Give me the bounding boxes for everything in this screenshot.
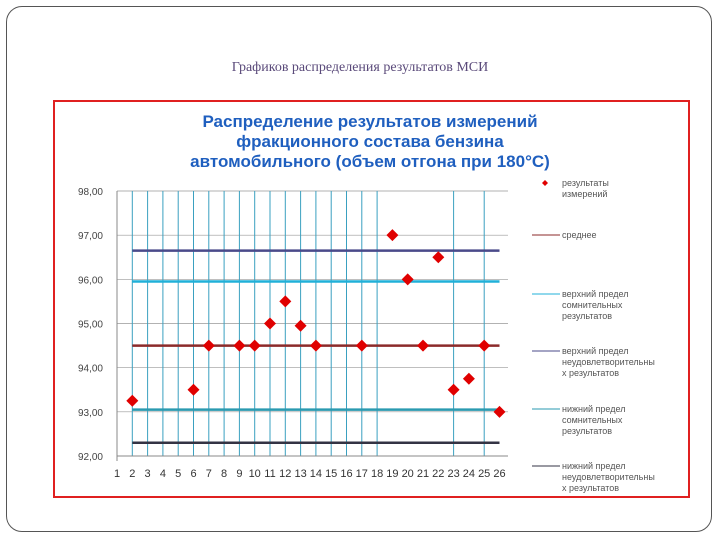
data-point	[402, 273, 414, 285]
legend-label: верхний предел	[562, 346, 629, 356]
data-point	[310, 340, 322, 352]
y-tick-label: 95,00	[77, 319, 103, 331]
x-tick-label: 7	[205, 468, 212, 480]
legend-label: х результатов	[562, 368, 620, 378]
legend-label: измерений	[562, 189, 608, 199]
legend-label: нижний предел	[562, 404, 626, 414]
legend-label: неудовлетворительны	[562, 472, 655, 482]
data-point	[448, 384, 460, 396]
data-point	[126, 395, 138, 407]
legend-label: неудовлетворительны	[562, 357, 655, 367]
x-tick-label: 2	[129, 468, 136, 480]
x-tick-label: 1	[113, 468, 121, 480]
x-tick-label: 19	[386, 468, 399, 480]
x-tick-label: 13	[294, 468, 307, 480]
legend-label: х результатов	[562, 483, 620, 493]
x-tick-label: 8	[221, 468, 228, 480]
y-tick-label: 92,00	[77, 452, 103, 463]
x-tick-label: 4	[159, 468, 166, 480]
x-tick-label: 21	[416, 468, 430, 480]
legend-label: сомнительных	[562, 300, 623, 310]
x-tick-label: 6	[190, 468, 197, 480]
x-tick-label: 10	[248, 468, 261, 480]
y-tick-label: 93,00	[77, 407, 103, 419]
legend-label: результатов	[562, 426, 613, 436]
chart-title-line: фракционного состава бензина	[236, 132, 504, 151]
data-point	[203, 340, 215, 352]
legend-label: среднее	[562, 230, 597, 240]
y-tick-label: 97,00	[77, 231, 103, 243]
x-tick-label: 11	[264, 468, 276, 480]
data-point	[386, 229, 398, 241]
legend-marker	[542, 180, 548, 186]
data-point	[249, 340, 261, 352]
data-point	[295, 320, 307, 332]
slide-title: Графиков распределения результатов МСИ	[231, 60, 489, 75]
y-tick-label: 96,00	[77, 275, 103, 287]
x-tick-label: 25	[478, 468, 491, 480]
x-tick-label: 14	[309, 468, 323, 480]
data-point	[417, 340, 429, 352]
x-tick-label: 23	[447, 468, 460, 480]
y-tick-label: 98,00	[77, 187, 103, 198]
data-point	[494, 406, 506, 418]
data-point	[188, 384, 200, 396]
x-tick-label: 26	[493, 468, 506, 480]
x-tick-label: 18	[370, 468, 384, 480]
legend-label: результаты	[562, 178, 609, 188]
data-point	[432, 251, 444, 263]
x-tick-label: 5	[175, 468, 182, 480]
x-tick-label: 12	[279, 468, 292, 480]
data-point	[264, 318, 276, 330]
x-tick-label: 17	[355, 468, 368, 480]
data-point	[356, 340, 368, 352]
x-tick-label: 24	[462, 468, 476, 480]
y-tick-label: 94,00	[77, 363, 103, 375]
data-point	[279, 295, 291, 307]
chart-title-line: Распределение результатов измерений	[202, 112, 538, 131]
legend-label: нижний предел	[562, 461, 626, 471]
x-tick-label: 20	[401, 468, 414, 480]
x-tick-label: 16	[340, 468, 353, 480]
chart-title-line: автомобильного (объем отгона при 180°С)	[190, 152, 550, 171]
data-point	[233, 340, 245, 352]
legend-label: результатов	[562, 311, 613, 321]
x-tick-label: 9	[236, 468, 243, 480]
x-tick-label: 22	[432, 468, 445, 480]
legend-label: верхний предел	[562, 289, 629, 299]
data-point	[478, 340, 490, 352]
x-tick-label: 3	[144, 468, 151, 480]
x-tick-label: 15	[325, 468, 338, 480]
legend-label: сомнительных	[562, 415, 623, 425]
data-point	[463, 373, 475, 385]
